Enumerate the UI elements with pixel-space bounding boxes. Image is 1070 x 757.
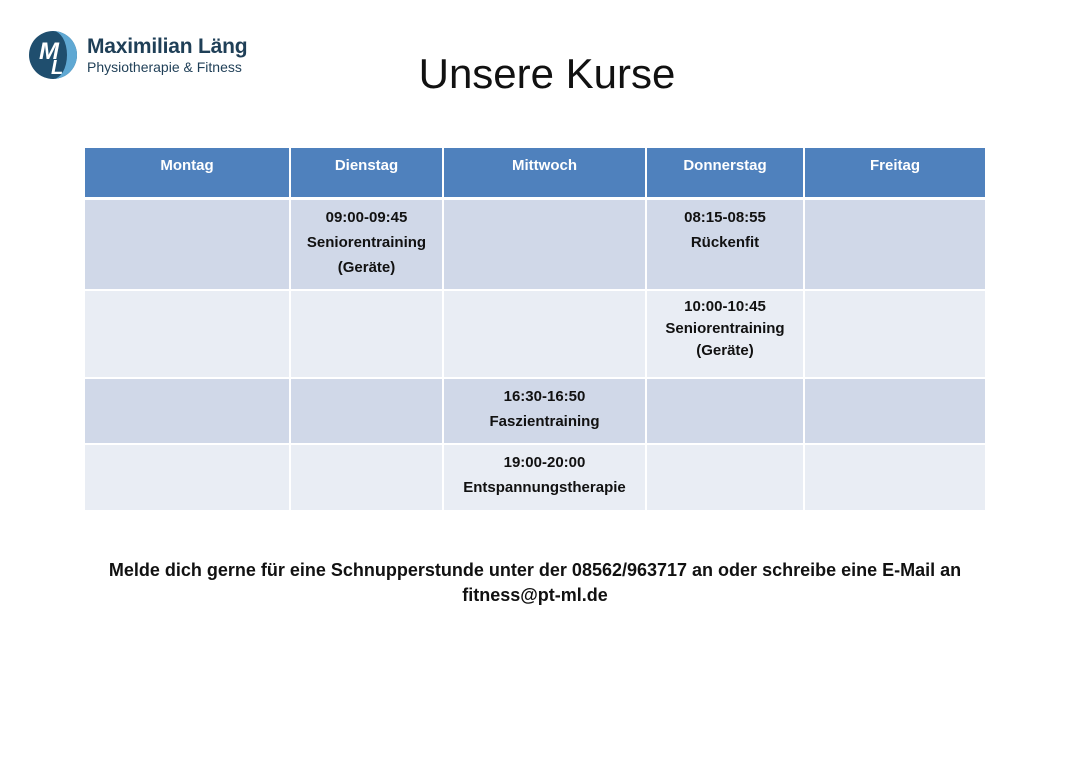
cell-monday <box>85 198 290 290</box>
contact-email: fitness@pt-ml.de <box>462 585 608 605</box>
cell-wednesday <box>443 290 646 378</box>
cell-tuesday <box>290 444 443 511</box>
cell-friday <box>804 378 985 444</box>
course-name: (Geräte) <box>696 342 754 359</box>
svg-text:L: L <box>51 57 64 79</box>
cell-friday <box>804 290 985 378</box>
table-row <box>85 290 985 378</box>
course-time: 16:30-16:50 <box>503 388 586 405</box>
header-thursday: Donnerstag <box>646 148 804 198</box>
brand-subtitle: Physiotherapie & Fitness <box>87 59 242 75</box>
course-name: Faszientraining <box>489 413 600 430</box>
course-name: Seniorentraining <box>306 233 427 251</box>
header-friday: Freitag <box>804 148 985 198</box>
cell-friday <box>804 444 985 511</box>
header-monday: Montag <box>85 148 290 198</box>
course-name: (Geräte) <box>337 258 396 276</box>
header-wednesday: Mittwoch <box>443 148 646 198</box>
brand-name: Maximilian Läng <box>87 35 248 58</box>
course-time: 10:00-10:45 <box>684 298 766 315</box>
cell-friday <box>804 198 985 290</box>
contact-note <box>0 558 1070 608</box>
course-name: Rückenfit <box>690 233 760 251</box>
cell-thursday <box>646 444 804 511</box>
cell-tuesday <box>290 378 443 444</box>
cell-monday <box>85 444 290 511</box>
table-row <box>85 198 985 290</box>
cell-tuesday <box>290 290 443 378</box>
cell-thursday <box>646 378 804 444</box>
course-time: 09:00-09:45 <box>325 208 408 226</box>
cell-wednesday <box>443 198 646 290</box>
course-name: Entspannungstherapie <box>463 479 626 496</box>
svg-text:M: M <box>39 38 59 65</box>
page-title: Unsere Kurse <box>418 50 676 97</box>
cell-wednesday <box>443 378 646 444</box>
course-schedule-table <box>85 148 985 512</box>
course-time: 19:00-20:00 <box>503 454 586 471</box>
cell-thursday <box>646 290 804 378</box>
course-name: Seniorentraining <box>665 320 785 337</box>
table-row <box>85 444 985 511</box>
cell-monday <box>85 290 290 378</box>
cell-wednesday <box>443 444 646 511</box>
header-tuesday: Dienstag <box>290 148 443 198</box>
course-time: 08:15-08:55 <box>684 208 766 226</box>
header-row <box>85 148 985 198</box>
cell-monday <box>85 378 290 444</box>
table-row <box>85 378 985 444</box>
cell-thursday <box>646 198 804 290</box>
contact-line: Melde dich gerne für eine Schnupperstunde unter der 08562/963717 an oder schreibe eine E-Mail an <box>108 560 962 580</box>
cell-tuesday <box>290 198 443 290</box>
